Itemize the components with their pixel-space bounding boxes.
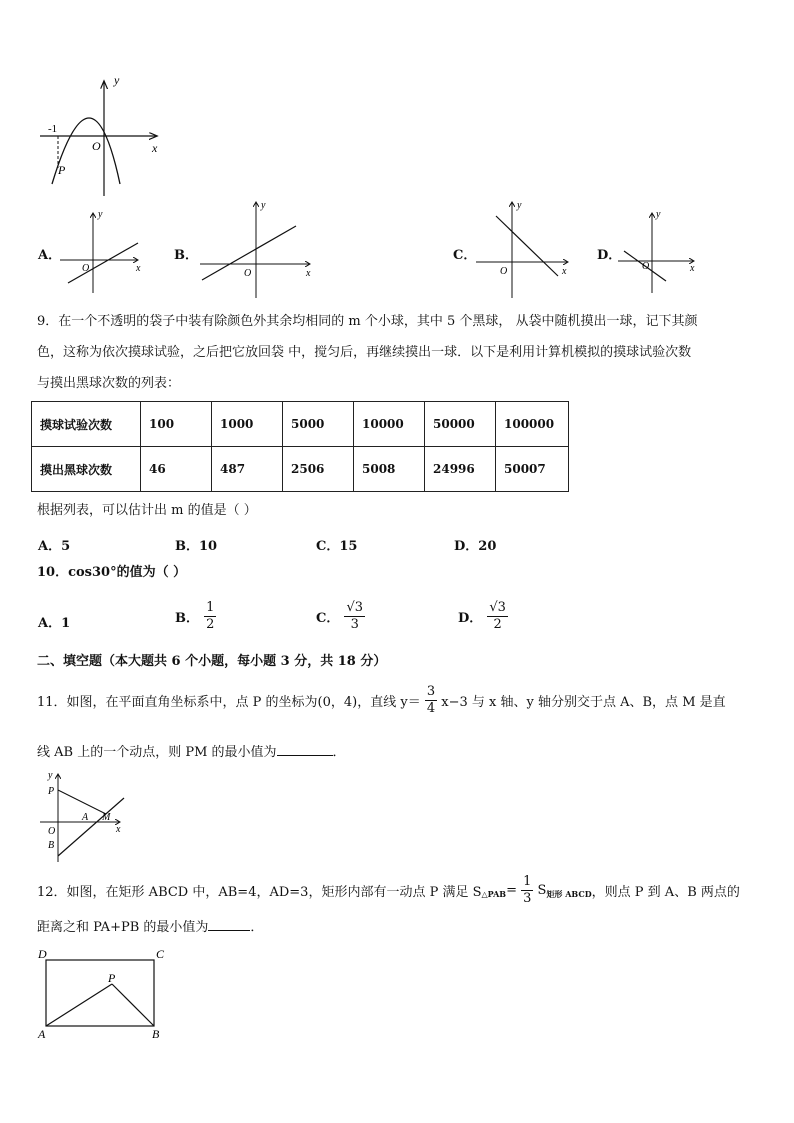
segment-pa <box>46 984 112 1026</box>
svg-text:x: x <box>690 263 695 274</box>
svg-text:y: y <box>98 209 103 220</box>
svg-text:y: y <box>48 770 53 781</box>
table-cell: 10000 <box>354 402 425 447</box>
table-cell: 100000 <box>496 402 569 447</box>
svg-text:B: B <box>48 840 55 851</box>
label-o: O <box>92 139 101 153</box>
segment-pm <box>58 790 106 814</box>
label-neg1: -1 <box>48 123 58 135</box>
q8-option-a-graph <box>58 205 148 295</box>
table-header-cell: 摸球试验次数 <box>32 402 141 447</box>
svg-text:O: O <box>244 268 252 279</box>
q9-option-c: C．15 <box>316 539 358 554</box>
svg-text:x: x <box>306 268 311 279</box>
q10-option-d: D． $\frac{√3}{2}$ <box>458 600 506 632</box>
q9-line2: 色，这称为依次摸球试验，之后把它放回袋 中，搅匀后，再继续摸出一球．以下是利用计算机模拟的摸球试验次数 <box>37 345 692 360</box>
q10-option-a: A．1 <box>38 616 71 631</box>
q11-line2: 线 AB 上的一个动点，则 PM 的最小值为 ． <box>37 745 346 760</box>
table-cell: 50000 <box>425 402 496 447</box>
line-graph <box>68 243 138 283</box>
q8-option-d-graph <box>616 205 700 295</box>
table-cell: 46 <box>141 447 212 492</box>
svg-text:O: O <box>642 261 650 272</box>
q9-question: 根据列表，可以估计出 m 的值是（ ） <box>37 503 257 518</box>
table-row <box>32 402 569 447</box>
q11-line1: 11．如图，在平面直角坐标系中，点 P 的坐标为(0，4)，直线 y＝ $\frac{3}{4}$ x−3 与 x 轴、y 轴分别交于点 A、B，点 M 是直 <box>37 684 726 716</box>
q8-option-b-label: B． <box>174 248 198 263</box>
table-cell: 487 <box>212 447 283 492</box>
table-cell: 50007 <box>496 447 569 492</box>
svg-text:P: P <box>108 971 116 985</box>
svg-text:y: y <box>656 209 661 220</box>
table-header-cell: 摸出黑球次数 <box>32 447 141 492</box>
label-x: x <box>152 141 158 155</box>
svg-text:O: O <box>500 266 508 277</box>
q10-option-b: B． $\frac{1}{2}$ <box>175 600 215 632</box>
fraction: $\frac{√3}{3}$ <box>346 600 364 632</box>
q9-option-b: B．10 <box>175 539 218 554</box>
fraction: $\frac{√3}{2}$ <box>489 600 506 632</box>
q10-option-c: C． $\frac{√3}{3}$ <box>316 600 364 632</box>
svg-text:x: x <box>136 263 141 274</box>
table-row <box>32 447 569 492</box>
fraction: $\frac{3}{4}$ <box>426 684 436 716</box>
table-cell: 5008 <box>354 447 425 492</box>
q9-line3: 与摸出黑球次数的列表： <box>37 376 181 391</box>
q12-line1: 12．如图，在矩形 ABCD 中，AB=4，AD=3，矩形内部有一动点 P 满足 $S_{\triangle PAB}=$ $\frac{1}{3}$ $S_{矩形 ABCD}$，则点 P 到 A、B 两点的 <box>37 874 740 906</box>
segment-pb <box>112 984 154 1026</box>
table-cell: 5000 <box>283 402 354 447</box>
q9-option-a: A．5 <box>38 539 71 554</box>
svg-text:A: A <box>38 1027 46 1040</box>
q8-option-c-graph <box>472 196 576 300</box>
q8-option-b-graph <box>196 196 320 300</box>
table-cell: 2506 <box>283 447 354 492</box>
q9-line1: 9．在一个不透明的袋子中装有除颜色外其余均相同的 m 个小球，其中 5 个黑球， 从袋中随机摸出一球，记下其颜 <box>37 314 698 329</box>
answer-blank[interactable] <box>277 755 333 756</box>
svg-text:O: O <box>48 826 56 837</box>
q8-option-a-label: A． <box>38 248 62 263</box>
svg-text:M: M <box>102 812 111 823</box>
q9-data-table <box>31 401 569 492</box>
q12-figure <box>34 944 170 1040</box>
svg-text:A: A <box>82 812 89 823</box>
svg-text:B: B <box>152 1027 160 1040</box>
q11-figure <box>36 768 130 864</box>
fraction: $\frac{1}{3}$ <box>523 874 532 906</box>
svg-text:x: x <box>116 824 121 835</box>
svg-text:y: y <box>261 200 266 211</box>
fraction: $\frac{1}{2}$ <box>206 600 215 632</box>
svg-text:P: P <box>48 786 55 797</box>
q8-main-graph <box>36 70 166 200</box>
answer-blank[interactable] <box>208 930 250 931</box>
q9-option-d: D．20 <box>454 539 497 554</box>
svg-text:C: C <box>156 947 165 961</box>
table-cell: 100 <box>141 402 212 447</box>
q12-line2: 距离之和 PA+PB 的最小值为 ． <box>37 920 264 935</box>
svg-text:D: D <box>38 947 47 961</box>
svg-text:O: O <box>82 263 90 274</box>
label-y: y <box>114 73 120 87</box>
svg-text:x: x <box>562 266 567 277</box>
table-cell: 24996 <box>425 447 496 492</box>
label-p: P <box>58 163 66 177</box>
q10-stem: 10．cos30°的值为（ ） <box>37 565 187 580</box>
svg-text:y: y <box>517 200 522 211</box>
table-cell: 1000 <box>212 402 283 447</box>
q8-option-d-label: D． <box>597 248 622 263</box>
section-title: 二、填空题（本大题共 6 个小题，每小题 3 分，共 18 分） <box>37 654 387 669</box>
q8-option-c-label: C． <box>453 248 477 263</box>
